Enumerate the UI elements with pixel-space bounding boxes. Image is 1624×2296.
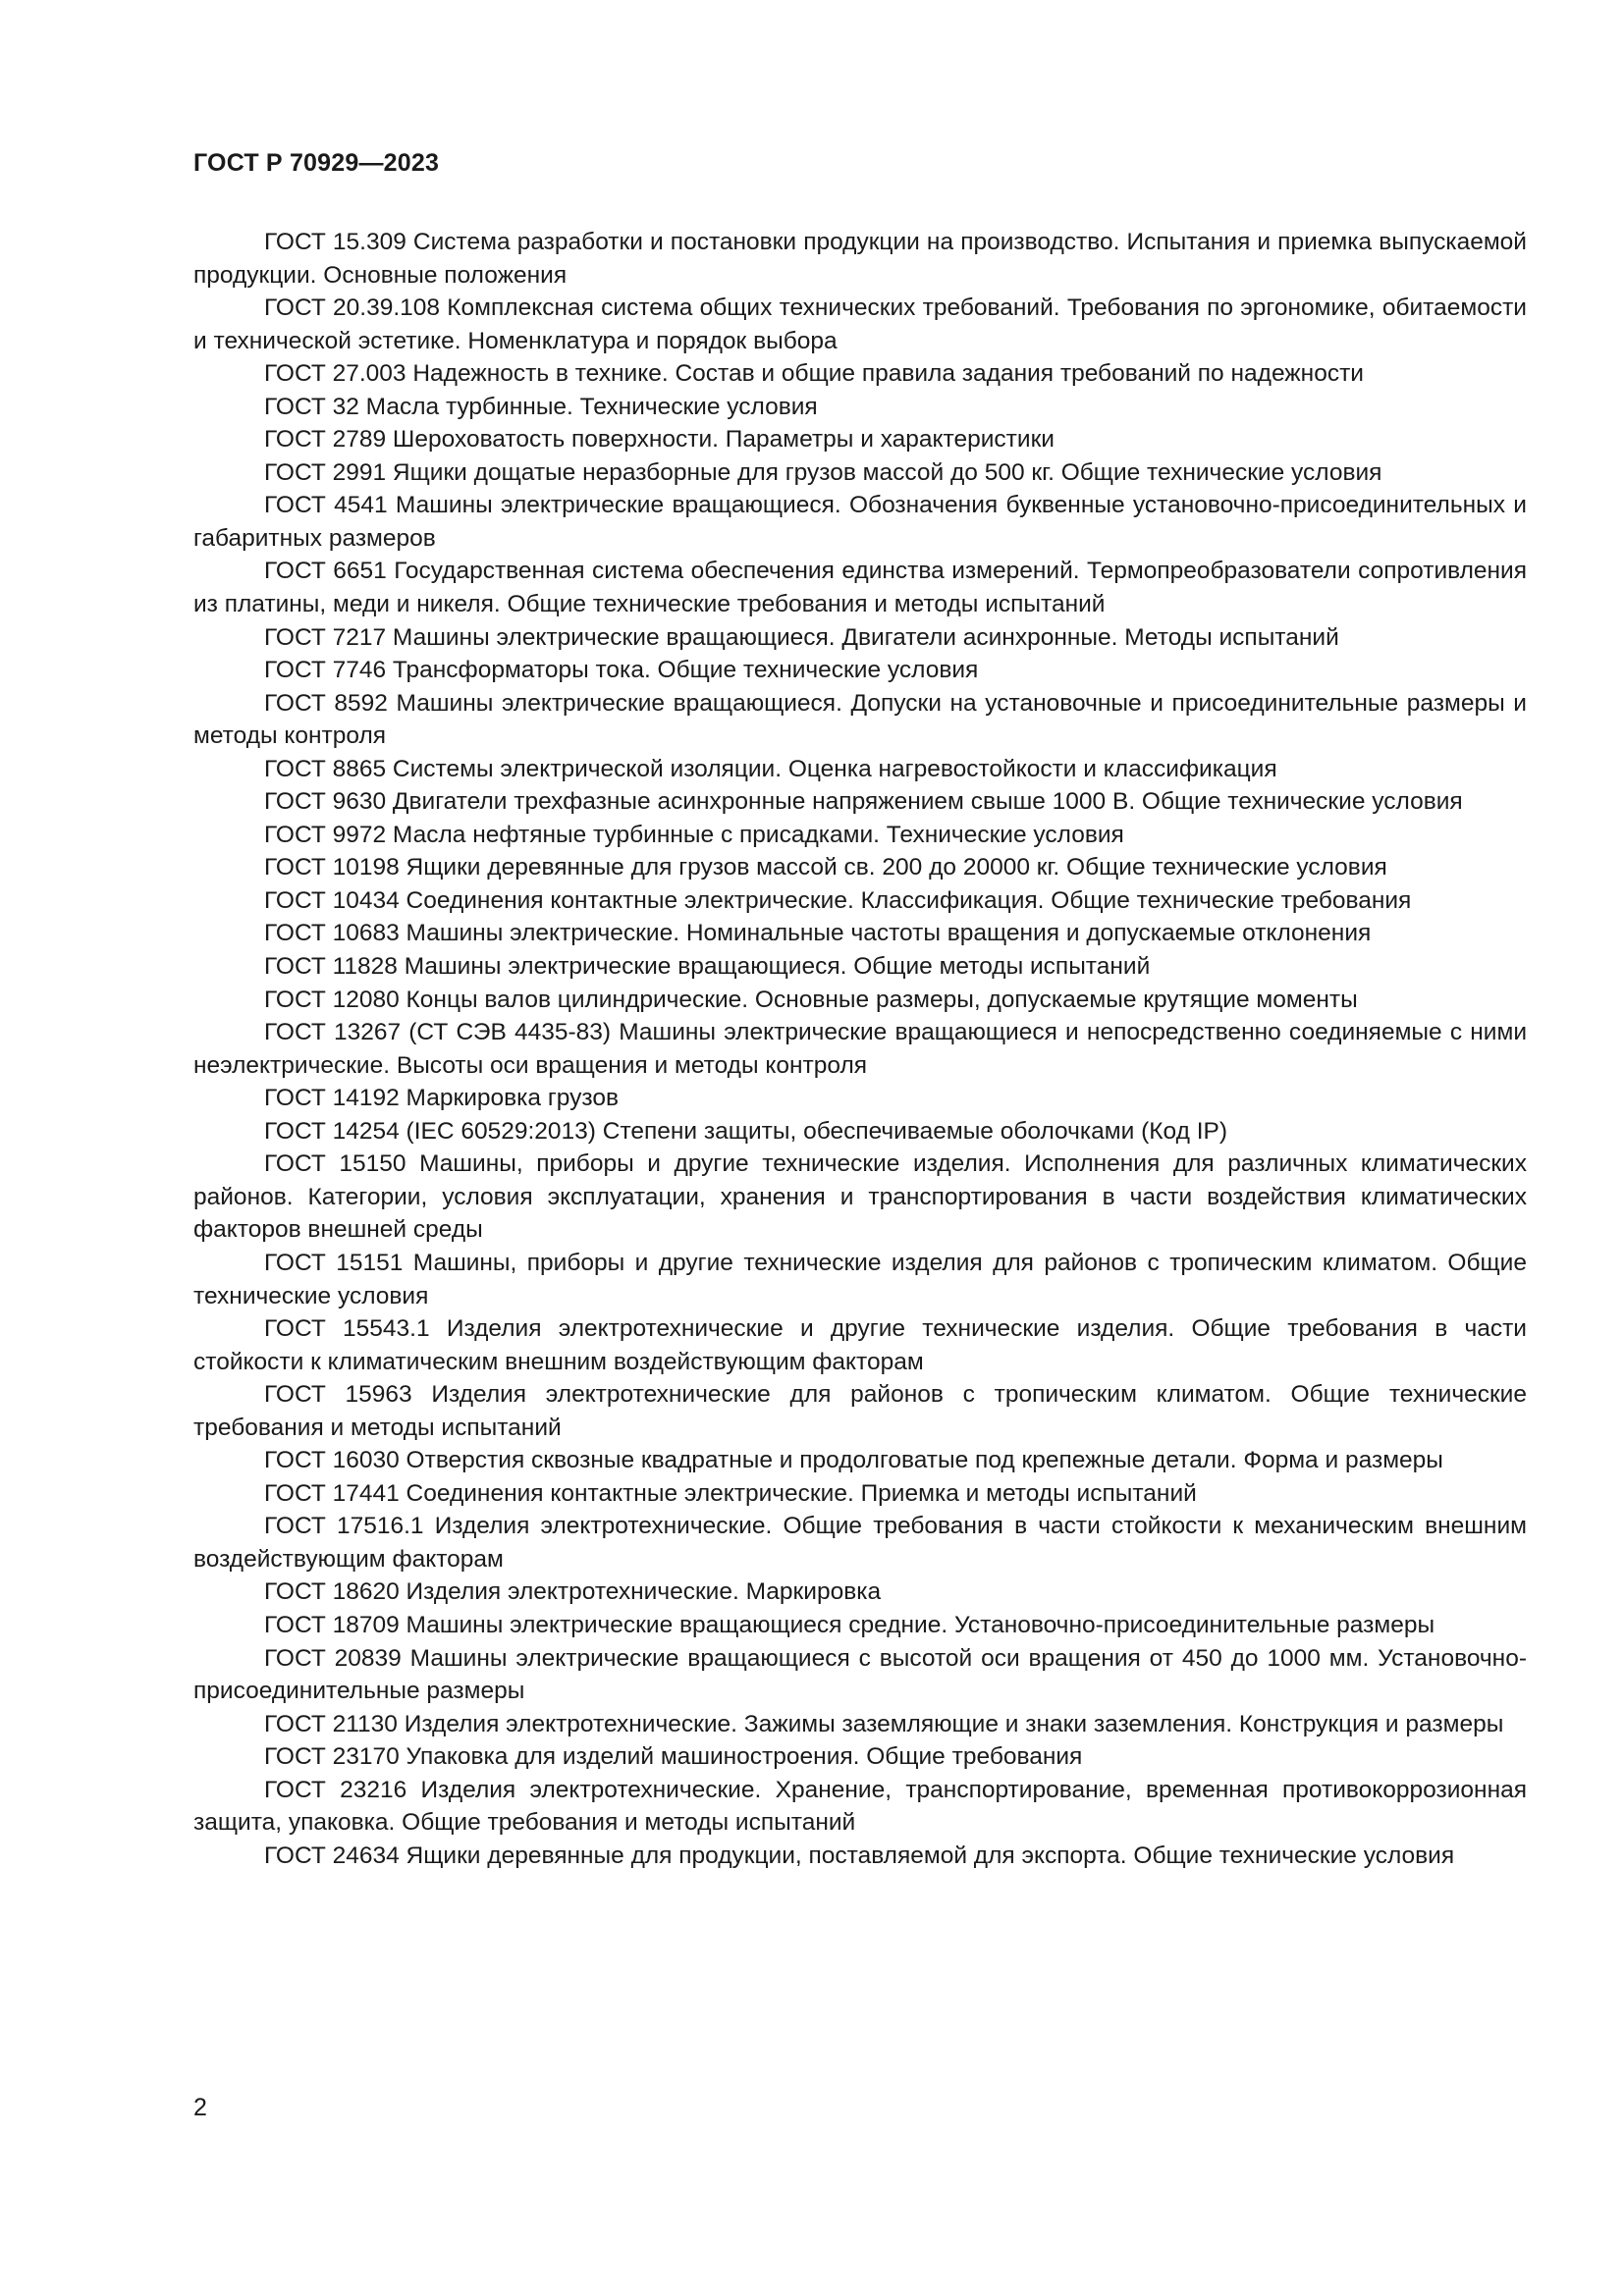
reference-item: ГОСТ 10198 Ящики деревянные для грузов массой св. 200 до 20000 кг. Общие технические условия	[264, 854, 1387, 881]
reference-item: ГОСТ 4541 Машины электрические вращающиеся. Обозначения буквенные установочно-присоединительных и габаритных размеров	[193, 492, 1527, 552]
reference-item: ГОСТ 15150 Машины, приборы и другие технические изделия. Исполнения для различных климатических районов. Категории, условия эксплуатации, хранения и транспортирования в части воздействия климатических факторов внешней среды	[193, 1150, 1527, 1244]
document-header: ГОСТ Р 70929—2023	[193, 149, 440, 177]
reference-item: ГОСТ 17441 Соединения контактные электрические. Приемка и методы испытаний	[264, 1479, 1197, 1507]
reference-item: ГОСТ 10683 Машины электрические. Номинальные частоты вращения и допускаемые отклонения	[264, 920, 1372, 947]
reference-item: ГОСТ 17516.1 Изделия электротехнические. Общие требования в части стойкости к механическим внешним воздействующим факторам	[193, 1513, 1527, 1573]
reference-item: ГОСТ 10434 Соединения контактные электрические. Классификация. Общие технические требования	[264, 886, 1412, 914]
reference-item: ГОСТ 2789 Шероховатость поверхности. Параметры и характеристики	[264, 426, 1055, 454]
reference-item: ГОСТ 16030 Отверстия сквозные квадратные и продолговатые под крепежные детали. Форма и размеры	[264, 1447, 1443, 1474]
reference-item: ГОСТ 8865 Системы электрической изоляции. Оценка нагревостойкости и классификация	[264, 755, 1277, 782]
reference-item: ГОСТ 21130 Изделия электротехнические. Зажимы заземляющие и знаки заземления. Конструкция и размеры	[264, 1710, 1504, 1737]
reference-item: ГОСТ 23216 Изделия электротехнические. Хранение, транспортирование, временная противокоррозионная защита, упаковка. Общие требования и методы испытаний	[193, 1776, 1527, 1837]
reference-item: ГОСТ 18709 Машины электрические вращающиеся средние. Установочно-присоединительные размеры	[264, 1611, 1435, 1638]
normative-references-list	[193, 226, 1527, 1872]
reference-item: ГОСТ 20.39.108 Комплексная система общих технических требований. Требования по эргономике, обитаемости и технической эстетике. Номенклатура и порядок выбора	[193, 294, 1527, 354]
reference-item: ГОСТ 14254 (IEC 60529:2013) Степени защиты, обеспечиваемые оболочками (Код IP)	[264, 1117, 1228, 1145]
reference-item: ГОСТ 24634 Ящики деревянные для продукции, поставляемой для экспорта. Общие технические условия	[264, 1842, 1455, 1869]
page-number: 2	[193, 2094, 207, 2121]
reference-item: ГОСТ 18620 Изделия электротехнические. Маркировка	[264, 1578, 882, 1606]
reference-item: ГОСТ 12080 Концы валов цилиндрические. Основные размеры, допускаемые крутящие моменты	[264, 986, 1358, 1013]
reference-item: ГОСТ 15963 Изделия электротехнические для районов с тропическим климатом. Общие технические требования и методы испытаний	[193, 1381, 1527, 1441]
reference-item: ГОСТ 9972 Масла нефтяные турбинные с присадками. Технические условия	[264, 821, 1124, 848]
reference-item: ГОСТ 7746 Трансформаторы тока. Общие технические условия	[264, 657, 979, 684]
reference-item: ГОСТ 13267 (СТ СЭВ 4435-83) Машины электрические вращающиеся и непосредственно соединяемые с ними неэлектрические. Высоты оси вращения и методы контроля	[193, 1019, 1527, 1079]
reference-item: ГОСТ 2991 Ящики дощатые неразборные для грузов массой до 500 кг. Общие технические условия	[264, 458, 1382, 486]
reference-item: ГОСТ 27.003 Надежность в технике. Состав и общие правила задания требований по надежности	[264, 360, 1364, 388]
reference-item: ГОСТ 14192 Маркировка грузов	[264, 1085, 619, 1112]
reference-item: ГОСТ 15.309 Система разработки и постановки продукции на производство. Испытания и приемка выпускаемой продукции. Основные положения	[193, 229, 1527, 289]
reference-item: ГОСТ 20839 Машины электрические вращающиеся с высотой оси вращения от 450 до 1000 мм. Установочно-присоединительные размеры	[193, 1644, 1527, 1705]
reference-item: ГОСТ 11828 Машины электрические вращающиеся. Общие методы испытаний	[264, 953, 1151, 981]
reference-item: ГОСТ 7217 Машины электрические вращающиеся. Двигатели асинхронные. Методы испытаний	[264, 623, 1339, 651]
reference-item: ГОСТ 15151 Машины, приборы и другие технические изделия для районов с тропическим климатом. Общие технические условия	[193, 1249, 1527, 1309]
reference-item: ГОСТ 6651 Государственная система обеспечения единства измерений. Термопреобразователи сопротивления из платины, меди и никеля. Общие технические требования и методы испытаний	[193, 558, 1527, 618]
reference-item: ГОСТ 9630 Двигатели трехфазные асинхронные напряжением свыше 1000 В. Общие технические условия	[264, 788, 1463, 816]
reference-item: ГОСТ 32 Масла турбинные. Технические условия	[264, 393, 818, 420]
reference-item: ГОСТ 15543.1 Изделия электротехнические и другие технические изделия. Общие требования в части стойкости к климатическим внешним воздействующим факторам	[193, 1315, 1527, 1375]
reference-item: ГОСТ 23170 Упаковка для изделий машиностроения. Общие требования	[264, 1743, 1083, 1771]
reference-item: ГОСТ 8592 Машины электрические вращающиеся. Допуски на установочные и присоединительные размеры и методы контроля	[193, 689, 1527, 750]
